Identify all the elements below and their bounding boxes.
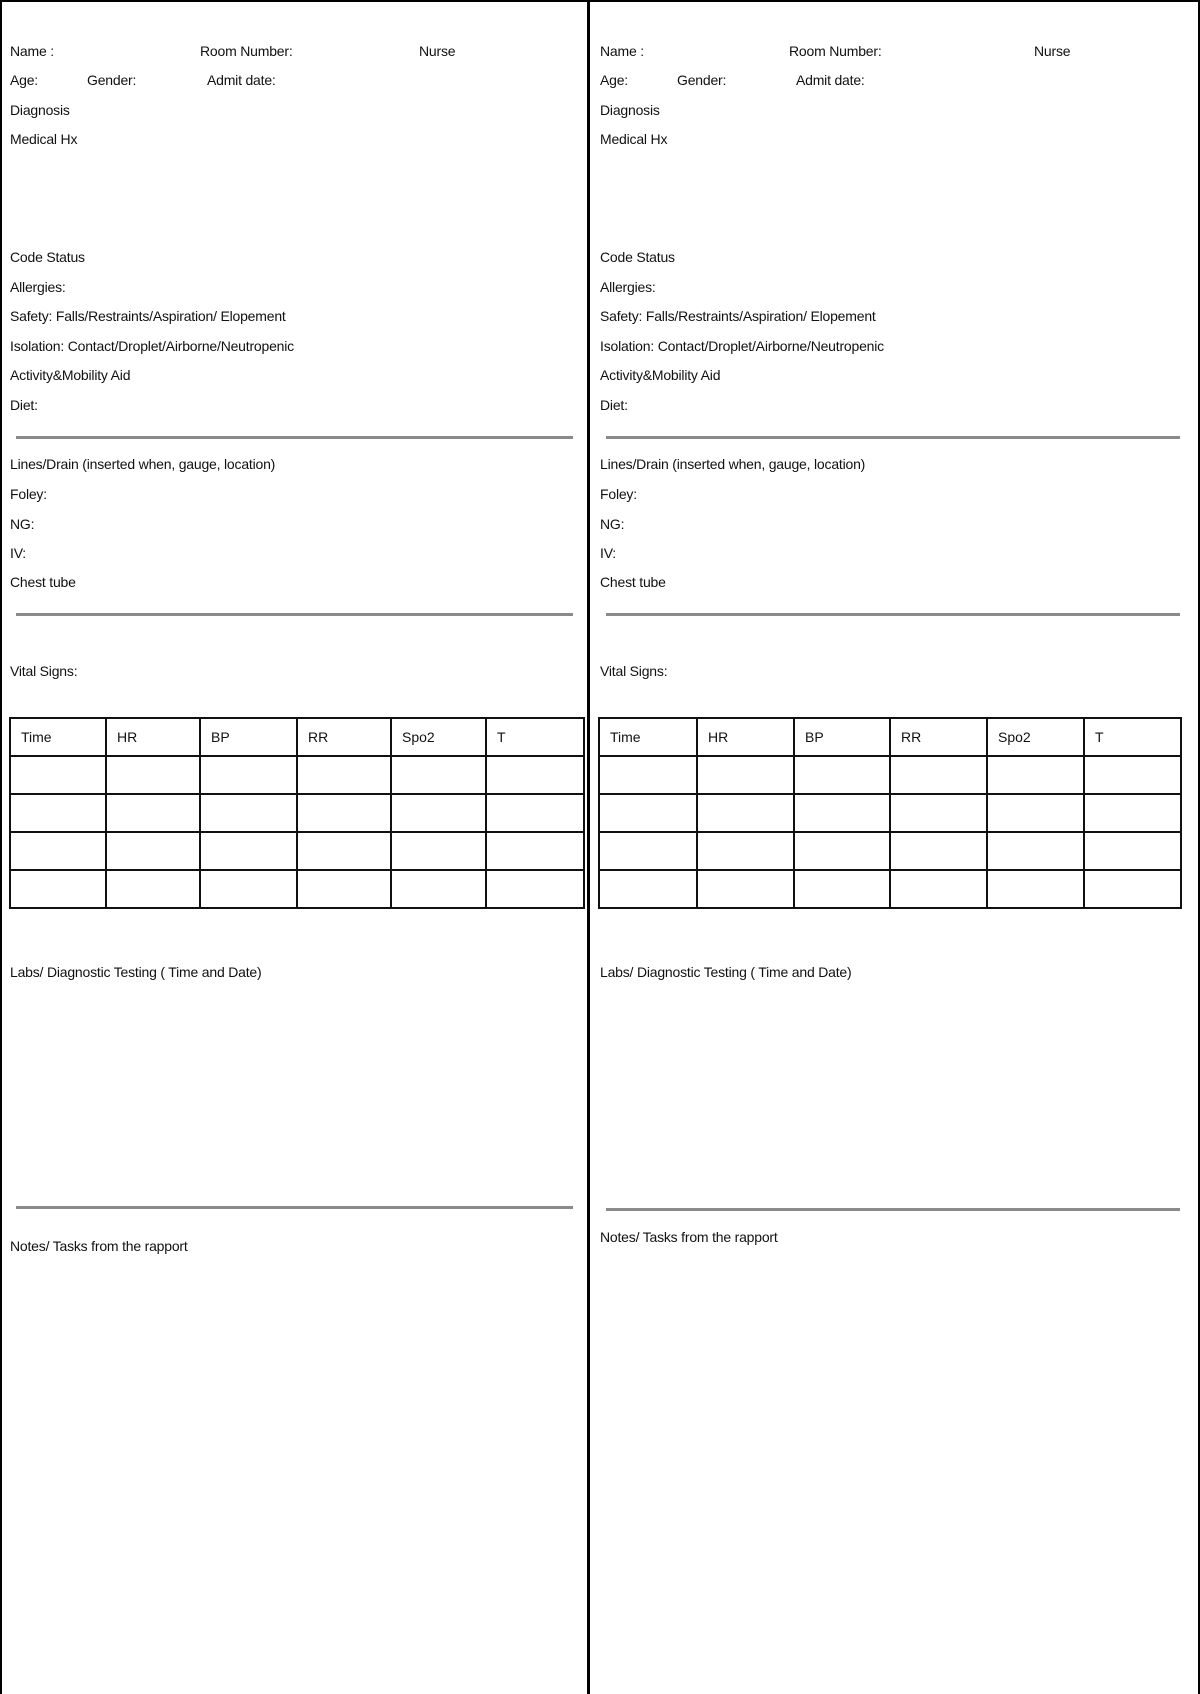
col-header-rr: RR (890, 718, 987, 756)
table-cell[interactable] (10, 756, 106, 794)
room-number-label: Room Number: (789, 43, 882, 59)
column-divider (587, 0, 590, 1694)
age-label: Age: (600, 72, 628, 88)
foley-label: Foley: (10, 486, 47, 502)
table-cell[interactable] (890, 794, 987, 832)
table-row (10, 794, 584, 832)
table-cell[interactable] (794, 832, 890, 870)
table-cell[interactable] (297, 832, 391, 870)
iv-label: IV: (10, 545, 26, 561)
table-cell[interactable] (890, 756, 987, 794)
table-row (10, 756, 584, 794)
table-cell[interactable] (599, 832, 697, 870)
col-header-temp: T (486, 718, 584, 756)
safety-label: Safety: Falls/Restraints/Aspiration/ Elopement (10, 308, 286, 324)
table-cell[interactable] (1084, 832, 1181, 870)
col-header-spo2: Spo2 (391, 718, 486, 756)
isolation-label: Isolation: Contact/Droplet/Airborne/Neutropenic (600, 338, 884, 354)
name-label: Name : (10, 43, 54, 59)
section-divider (606, 613, 1180, 616)
table-cell[interactable] (987, 794, 1084, 832)
table-cell[interactable] (599, 756, 697, 794)
table-cell[interactable] (391, 832, 486, 870)
table-cell[interactable] (697, 870, 794, 908)
table-cell[interactable] (987, 870, 1084, 908)
section-divider (606, 1208, 1180, 1211)
room-number-label: Room Number: (200, 43, 293, 59)
table-cell[interactable] (697, 832, 794, 870)
code-status-label: Code Status (600, 249, 675, 265)
allergies-label: Allergies: (600, 279, 656, 295)
table-cell[interactable] (599, 870, 697, 908)
medical-hx-label: Medical Hx (10, 131, 78, 147)
page-border-top (0, 0, 1200, 2)
col-header-time: Time (10, 718, 106, 756)
table-cell[interactable] (106, 756, 200, 794)
table-header-row (10, 718, 584, 756)
table-cell[interactable] (106, 870, 200, 908)
table-row (599, 756, 1181, 794)
nurse-label: Nurse (419, 43, 456, 59)
table-cell[interactable] (987, 756, 1084, 794)
table-cell[interactable] (10, 870, 106, 908)
notes-tasks-label: Notes/ Tasks from the rapport (600, 1229, 778, 1245)
labs-diagnostic-label: Labs/ Diagnostic Testing ( Time and Date) (10, 964, 262, 980)
code-status-label: Code Status (10, 249, 85, 265)
col-header-hr: HR (697, 718, 794, 756)
lines-drain-label: Lines/Drain (inserted when, gauge, location) (600, 456, 866, 472)
table-cell[interactable] (697, 756, 794, 794)
table-cell[interactable] (890, 870, 987, 908)
diet-label: Diet: (600, 397, 628, 413)
notes-tasks-label: Notes/ Tasks from the rapport (10, 1238, 188, 1254)
section-divider (16, 436, 573, 439)
col-header-time: Time (599, 718, 697, 756)
table-cell[interactable] (486, 832, 584, 870)
vital-signs-table (9, 717, 585, 909)
vital-signs-table (598, 717, 1182, 909)
activity-mobility-label: Activity&Mobility Aid (600, 367, 721, 383)
diagnosis-label: Diagnosis (600, 102, 660, 118)
admit-date-label: Admit date: (207, 72, 276, 88)
col-header-rr: RR (297, 718, 391, 756)
allergies-label: Allergies: (10, 279, 66, 295)
vital-signs-label: Vital Signs: (600, 663, 668, 679)
table-row (10, 870, 584, 908)
table-cell[interactable] (890, 832, 987, 870)
table-cell[interactable] (794, 870, 890, 908)
table-cell[interactable] (486, 756, 584, 794)
age-label: Age: (10, 72, 38, 88)
labs-diagnostic-label: Labs/ Diagnostic Testing ( Time and Date) (600, 964, 852, 980)
table-row (599, 794, 1181, 832)
col-header-hr: HR (106, 718, 200, 756)
table-header-row (599, 718, 1181, 756)
table-row (10, 832, 584, 870)
table-cell[interactable] (486, 870, 584, 908)
gender-label: Gender: (87, 72, 137, 88)
col-header-temp: T (1084, 718, 1181, 756)
table-row (599, 832, 1181, 870)
foley-label: Foley: (600, 486, 637, 502)
col-header-bp: BP (794, 718, 890, 756)
table-cell[interactable] (987, 832, 1084, 870)
name-label: Name : (600, 43, 644, 59)
table-cell[interactable] (391, 756, 486, 794)
table-cell[interactable] (794, 756, 890, 794)
col-header-spo2: Spo2 (987, 718, 1084, 756)
diagnosis-label: Diagnosis (10, 102, 70, 118)
table-cell[interactable] (10, 794, 106, 832)
table-cell[interactable] (200, 832, 297, 870)
table-cell[interactable] (391, 870, 486, 908)
ng-label: NG: (10, 516, 35, 532)
table-cell[interactable] (10, 832, 106, 870)
table-cell[interactable] (1084, 756, 1181, 794)
diet-label: Diet: (10, 397, 38, 413)
table-cell[interactable] (106, 832, 200, 870)
isolation-label: Isolation: Contact/Droplet/Airborne/Neutropenic (10, 338, 294, 354)
nurse-label: Nurse (1034, 43, 1071, 59)
lines-drain-label: Lines/Drain (inserted when, gauge, location) (10, 456, 276, 472)
chest-tube-label: Chest tube (10, 574, 76, 590)
table-row (599, 870, 1181, 908)
table-cell[interactable] (200, 794, 297, 832)
ng-label: NG: (600, 516, 625, 532)
section-divider (16, 1206, 573, 1209)
table-cell[interactable] (697, 794, 794, 832)
activity-mobility-label: Activity&Mobility Aid (10, 367, 131, 383)
col-header-bp: BP (200, 718, 297, 756)
table-cell[interactable] (486, 794, 584, 832)
gender-label: Gender: (677, 72, 727, 88)
medical-hx-label: Medical Hx (600, 131, 668, 147)
table-cell[interactable] (297, 870, 391, 908)
section-divider (16, 613, 573, 616)
table-cell[interactable] (391, 794, 486, 832)
table-cell[interactable] (200, 870, 297, 908)
table-cell[interactable] (794, 794, 890, 832)
table-cell[interactable] (297, 794, 391, 832)
page-border-left (0, 0, 2, 1694)
table-cell[interactable] (106, 794, 200, 832)
section-divider (606, 436, 1180, 439)
vital-signs-label: Vital Signs: (10, 663, 78, 679)
safety-label: Safety: Falls/Restraints/Aspiration/ Elopement (600, 308, 876, 324)
table-cell[interactable] (200, 756, 297, 794)
table-cell[interactable] (599, 794, 697, 832)
table-cell[interactable] (1084, 870, 1181, 908)
admit-date-label: Admit date: (796, 72, 865, 88)
iv-label: IV: (600, 545, 616, 561)
table-cell[interactable] (1084, 794, 1181, 832)
table-cell[interactable] (297, 756, 391, 794)
chest-tube-label: Chest tube (600, 574, 666, 590)
